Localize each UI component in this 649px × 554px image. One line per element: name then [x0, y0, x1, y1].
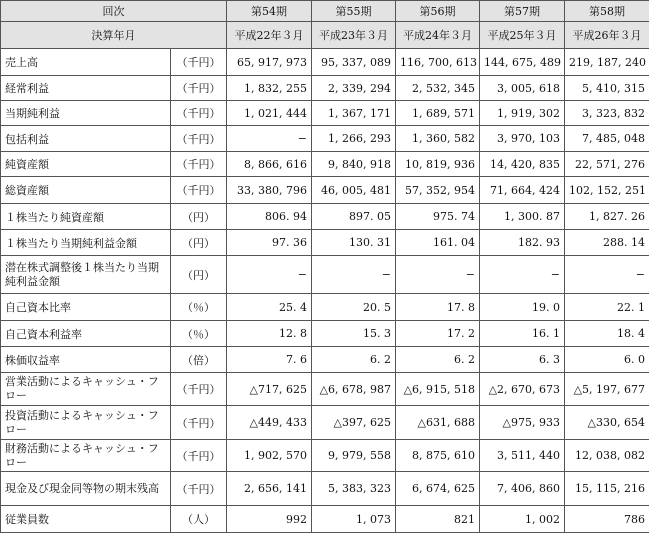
row-label: 従業員数 — [1, 506, 171, 533]
row-unit: （千円） — [171, 49, 227, 76]
value-cell: 3, 970, 103 — [480, 126, 565, 152]
row-label: 経常利益 — [1, 76, 171, 101]
row-label: 株価収益率 — [1, 347, 171, 373]
value-cell: 992 — [227, 506, 312, 533]
value-cell: 6. 3 — [480, 347, 565, 373]
value-cell: 3, 511, 440 — [480, 440, 565, 472]
period-header: 第56期 — [396, 1, 480, 22]
value-cell: 7. 6 — [227, 347, 312, 373]
value-cell: 2, 339, 294 — [312, 76, 396, 101]
period-header: 第57期 — [480, 1, 565, 22]
table-row — [1, 472, 649, 506]
value-cell: 95, 337, 089 — [312, 49, 396, 76]
row-label: 営業活動によるキャッシュ・フロー — [1, 373, 171, 406]
row-label: １株当たり当期純利益金額 — [1, 230, 171, 256]
row-label: 包括利益 — [1, 126, 171, 152]
fiscal-date-header: 平成25年３月 — [480, 22, 565, 49]
fiscal-date-header: 平成22年３月 — [227, 22, 312, 49]
value-cell: 8, 866, 616 — [227, 152, 312, 177]
row-unit: （円） — [171, 256, 227, 294]
value-cell: 975. 74 — [396, 204, 480, 230]
row-unit: （千円） — [171, 440, 227, 472]
value-cell: 97. 36 — [227, 230, 312, 256]
value-cell: 806. 94 — [227, 204, 312, 230]
row-unit: （千円） — [171, 472, 227, 506]
value-cell: 5, 410, 315 — [565, 76, 649, 101]
table-row — [1, 230, 649, 256]
value-cell: 17. 2 — [396, 321, 480, 347]
value-cell: 3, 323, 832 — [565, 101, 649, 126]
row-unit: （％） — [171, 294, 227, 321]
table-row — [1, 49, 649, 76]
value-cell: 8, 875, 610 — [396, 440, 480, 472]
value-cell: 821 — [396, 506, 480, 533]
value-cell: 12. 8 — [227, 321, 312, 347]
value-cell: 1, 300. 87 — [480, 204, 565, 230]
row-label: 自己資本比率 — [1, 294, 171, 321]
row-unit: （人） — [171, 506, 227, 533]
row-unit: （千円） — [171, 406, 227, 440]
table-row — [1, 204, 649, 230]
header-kessan: 決算年月 — [1, 22, 227, 49]
value-cell: △2, 670, 673 — [480, 373, 565, 406]
value-cell: 57, 352, 954 — [396, 177, 480, 204]
value-cell: − — [312, 256, 396, 294]
row-label: １株当たり純資産額 — [1, 204, 171, 230]
table-row — [1, 321, 649, 347]
header-row-fiscal — [1, 22, 649, 49]
value-cell: 161. 04 — [396, 230, 480, 256]
value-cell: 1, 266, 293 — [312, 126, 396, 152]
row-unit: （千円） — [171, 177, 227, 204]
table-row — [1, 177, 649, 204]
value-cell: 130. 31 — [312, 230, 396, 256]
row-unit: （千円） — [171, 152, 227, 177]
row-unit: （円） — [171, 204, 227, 230]
period-header: 第55期 — [312, 1, 396, 22]
row-unit: （円） — [171, 230, 227, 256]
value-cell: 6. 2 — [396, 347, 480, 373]
value-cell: △975, 933 — [480, 406, 565, 440]
value-cell: 10, 819, 936 — [396, 152, 480, 177]
row-label: 総資産額 — [1, 177, 171, 204]
value-cell: △330, 654 — [565, 406, 649, 440]
value-cell: 1, 919, 302 — [480, 101, 565, 126]
table-body — [1, 49, 649, 533]
value-cell: 46, 005, 481 — [312, 177, 396, 204]
value-cell: 3, 005, 618 — [480, 76, 565, 101]
row-label: 潜在株式調整後１株当たり当期純利益金額 — [1, 256, 171, 294]
value-cell: 22, 571, 276 — [565, 152, 649, 177]
table-row — [1, 101, 649, 126]
value-cell: 1, 827. 26 — [565, 204, 649, 230]
row-unit: （千円） — [171, 126, 227, 152]
row-label: 財務活動によるキャッシュ・フロー — [1, 440, 171, 472]
table-row — [1, 406, 649, 440]
value-cell: 102, 152, 251 — [565, 177, 649, 204]
value-cell: 33, 380, 796 — [227, 177, 312, 204]
value-cell: 1, 002 — [480, 506, 565, 533]
value-cell: 12, 038, 082 — [565, 440, 649, 472]
fiscal-date-header: 平成26年３月 — [565, 22, 649, 49]
value-cell: 219, 187, 240 — [565, 49, 649, 76]
value-cell: 18. 4 — [565, 321, 649, 347]
value-cell: 65, 917, 973 — [227, 49, 312, 76]
value-cell: 182. 93 — [480, 230, 565, 256]
period-header: 第58期 — [565, 1, 649, 22]
fiscal-date-header: 平成24年３月 — [396, 22, 480, 49]
value-cell: 144, 675, 489 — [480, 49, 565, 76]
value-cell: △397, 625 — [312, 406, 396, 440]
value-cell: 9, 979, 558 — [312, 440, 396, 472]
period-header: 第54期 — [227, 1, 312, 22]
value-cell: 5, 383, 323 — [312, 472, 396, 506]
value-cell: 7, 406, 860 — [480, 472, 565, 506]
row-label: 現金及び現金同等物の期末残高 — [1, 472, 171, 506]
table-row — [1, 506, 649, 533]
value-cell: − — [396, 256, 480, 294]
value-cell: 1, 021, 444 — [227, 101, 312, 126]
value-cell: 16. 1 — [480, 321, 565, 347]
row-label: 当期純利益 — [1, 101, 171, 126]
value-cell: 17. 8 — [396, 294, 480, 321]
table-row — [1, 440, 649, 472]
value-cell: 6. 2 — [312, 347, 396, 373]
table-row — [1, 126, 649, 152]
value-cell: 2, 532, 345 — [396, 76, 480, 101]
value-cell: 1, 073 — [312, 506, 396, 533]
value-cell: △6, 678, 987 — [312, 373, 396, 406]
row-unit: （千円） — [171, 373, 227, 406]
value-cell: − — [565, 256, 649, 294]
header-row-period — [1, 1, 649, 22]
value-cell: − — [227, 256, 312, 294]
value-cell: 116, 700, 613 — [396, 49, 480, 76]
value-cell: 15, 115, 216 — [565, 472, 649, 506]
value-cell: 288. 14 — [565, 230, 649, 256]
header-kaiji: 回次 — [1, 1, 227, 22]
value-cell: △717, 625 — [227, 373, 312, 406]
value-cell: 14, 420, 835 — [480, 152, 565, 177]
value-cell: 2, 656, 141 — [227, 472, 312, 506]
value-cell: 1, 367, 171 — [312, 101, 396, 126]
row-label: 純資産額 — [1, 152, 171, 177]
value-cell: △6, 915, 518 — [396, 373, 480, 406]
value-cell: 1, 902, 570 — [227, 440, 312, 472]
row-unit: （千円） — [171, 76, 227, 101]
row-label: 売上高 — [1, 49, 171, 76]
value-cell: 6. 0 — [565, 347, 649, 373]
value-cell: 15. 3 — [312, 321, 396, 347]
value-cell: 71, 664, 424 — [480, 177, 565, 204]
value-cell: 6, 674, 625 — [396, 472, 480, 506]
value-cell: 1, 360, 582 — [396, 126, 480, 152]
value-cell: − — [480, 256, 565, 294]
value-cell: 19. 0 — [480, 294, 565, 321]
row-label: 投資活動によるキャッシュ・フロー — [1, 406, 171, 440]
value-cell: △449, 433 — [227, 406, 312, 440]
value-cell: △631, 688 — [396, 406, 480, 440]
fiscal-date-header: 平成23年３月 — [312, 22, 396, 49]
table-row — [1, 347, 649, 373]
value-cell: △5, 197, 677 — [565, 373, 649, 406]
value-cell: 22. 1 — [565, 294, 649, 321]
table-row — [1, 373, 649, 406]
value-cell: 20. 5 — [312, 294, 396, 321]
table-row — [1, 152, 649, 177]
value-cell: 897. 05 — [312, 204, 396, 230]
table-row — [1, 294, 649, 321]
row-label: 自己資本利益率 — [1, 321, 171, 347]
value-cell: 1, 832, 255 — [227, 76, 312, 101]
value-cell: 1, 689, 571 — [396, 101, 480, 126]
table-row — [1, 256, 649, 294]
value-cell: − — [227, 126, 312, 152]
value-cell: 7, 485, 048 — [565, 126, 649, 152]
row-unit: （％） — [171, 321, 227, 347]
row-unit: （倍） — [171, 347, 227, 373]
value-cell: 786 — [565, 506, 649, 533]
table-row — [1, 76, 649, 101]
value-cell: 9, 840, 918 — [312, 152, 396, 177]
row-unit: （千円） — [171, 101, 227, 126]
value-cell: 25. 4 — [227, 294, 312, 321]
